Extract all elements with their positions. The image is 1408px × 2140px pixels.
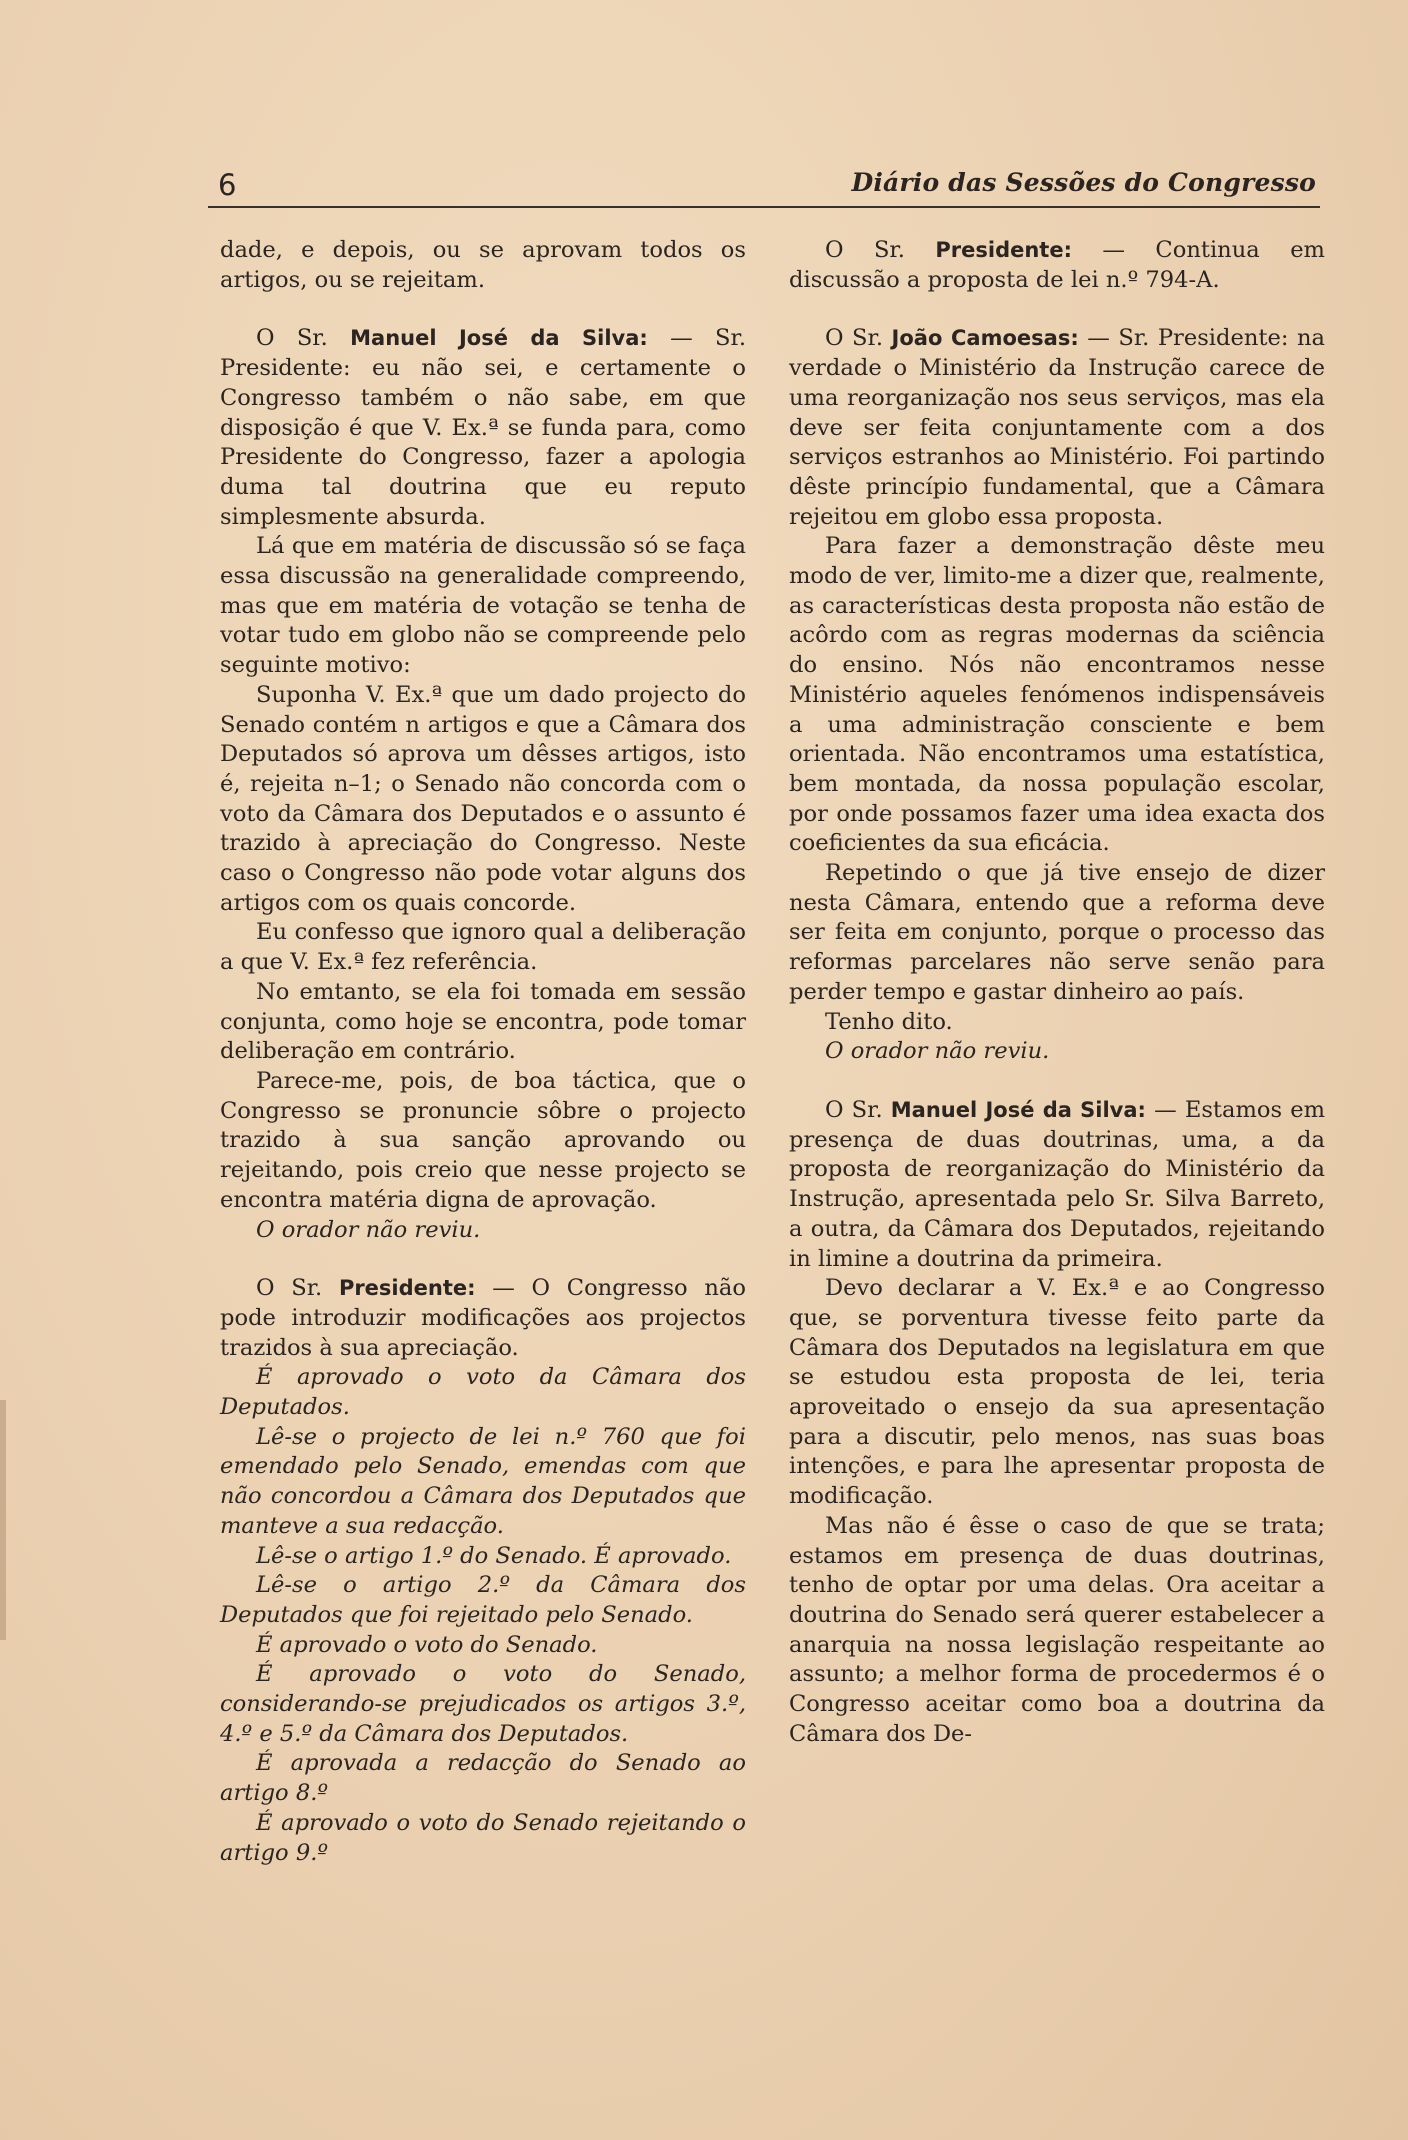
proceedings-note: Lê-se o artigo 2.º da Câmara dos Deputados que foi rejeitado pelo Senado. [220,1572,746,1628]
speech-paragraph [789,1096,1325,1274]
paragraph: Parece-me, pois, de boa táctica, que o Congresso se pronuncie sôbre o projecto trazido à sua sanção aprovando ou rejeitando, pois creio que nesse projecto se encontra matéria digna de aprovação. [220,1067,746,1213]
speaker-name: Presidente: [338,1276,476,1301]
speaker-name: Presidente: [935,238,1072,262]
speaker-name: Manuel José da Silva: [350,326,648,351]
paper-edge-mark [0,1400,6,1640]
speech-text: — Estamos em presença de duas doutrinas, uma, a da proposta de reorganização do Ministério da Instrução, apresentada pelo Sr. Silva Barreto, a outra, da Câmara dos Deputados, rejeitando in limine a doutrina da primeira. [789,1096,1326,1272]
speech-text: — O Congresso não pode introduzir modificações aos projectos trazidos à sua apreciação. [220,1275,746,1361]
speaker-name: João Camoesas: [891,326,1079,351]
page-header [208,160,1320,208]
speaker-title: O Sr. [825,237,905,263]
speech-text: — Continua em discussão a proposta de lei n.º 794-A. [789,237,1325,293]
speech-text: — Sr. Presidente: na verdade o Ministério da Instrução carece de uma reorganização nos seus serviços, mas ela deve ser feita conjuntamente com a dos serviços estranhos ao Ministério. Foi partindo dêste princípio fundamental, que a Câmara rejeitou em globo essa proposta. [789,325,1325,530]
speech-paragraph [789,324,1325,532]
left-column [220,236,746,1868]
speaker-title: O Sr. [256,325,328,352]
proceedings-note: É aprovado o voto do Senado rejeitando o artigo 9.º [220,1809,746,1866]
proceedings-note: É aprovado o voto da Câmara dos Deputados. [220,1364,746,1421]
paragraph: Mas não é êsse o caso de que se trata; estamos em presença de duas doutrinas, tenho de optar por uma delas. Ora aceitar a doutrina do Senado será querer estabelecer a anarquia na nossa legislação respeitante ao assunto; a melhor forma de procedermos é o Congresso aceitar como boa a doutrina da Câmara dos De- [789,1512,1325,1747]
proceedings-note: É aprovado o voto do Senado, considerando-se prejudicados os artigos 3.º, 4.º e 5.º da Câmara dos Deputados. [220,1661,746,1747]
speech-paragraph [220,1274,746,1363]
paragraph: Repetindo o que já tive ensejo de dizer nesta Câmara, entendo que a reforma deve ser feita em conjunto, porque o processo das reformas parcelares não serve senão para perder tempo e gastar dinheiro ao país. [789,860,1325,1005]
speaker-title: O Sr. [825,325,884,352]
proceedings-note: Lê-se o artigo 1.º do Senado. É aprovado. [256,1542,732,1569]
paragraph: Devo declarar a V. Ex.ª e ao Congresso que, se porventura tivesse feito parte da Câmara dos Deputados na legislatura em que se estudou esta proposta de lei, teria aproveitado o ensejo da sua apresentação para a discutir, pelo menos, nas suas boas intenções, e para lhe apresentar proposta de modificação. [789,1275,1325,1510]
proceedings-note: É aprovada a redacção do Senado ao artigo 8.º [220,1750,746,1807]
paragraph: Eu confesso que ignoro qual a deliberação a que V. Ex.ª fez referência. [220,919,746,976]
paragraph: dade, e depois, ou se aprovam todos os artigos, ou se rejeitam. [220,237,746,293]
paragraph: Lá que em matéria de discussão só se faça essa discussão na generalidade compreendo, mas que em matéria de votação se tenha de votar tudo em globo não se compreende pelo seguinte motivo: [220,533,746,679]
right-column [789,236,1325,1749]
paragraph: Para fazer a demonstração dêste meu modo de ver, limito-me a dizer que, realmente, as características desta proposta não estão de acôrdo com as regras modernas da sciência do ensino. Nós não encontramos nesse Ministério aqueles fenómenos indispensáveis a uma administração consciente e bem orientada. Não encontramos uma estatística, bem montada, da nossa população escolar, por onde possamos fazer uma idea exacta dos coeficientes da sua eficácia. [789,533,1325,857]
journal-title: Diário das Sessões do Congresso [851,168,1316,197]
proceedings-note: Lê-se o projecto de lei n.º 760 que foi emendado pelo Senado, emendas com que não concordou a Câmara dos Deputados que manteve a sua redacção. [220,1423,746,1539]
page-number: 6 [218,168,237,202]
speech-text: — Sr. Presidente: eu não sei, e certamente o Congresso também o não sabe, em que disposição é que V. Ex.ª se funda para, como Presidente do Congresso, fazer a apologia duma tal doutrina que eu reputo simplesmente absurda. [220,325,747,530]
speaker-name: Manuel José da Silva: [890,1097,1146,1122]
speaker-title: O Sr. [825,1096,883,1123]
proceedings-note: É aprovado o voto do Senado. [256,1631,598,1658]
speaker-title: O Sr. [256,1275,323,1302]
editorial-note: O orador não reviu. [825,1038,1050,1065]
speech-paragraph [789,236,1325,295]
paragraph: Suponha V. Ex.ª que um dado projecto do Senado contém n artigos e que a Câmara dos Deputados só aprova um dêsses artigos, isto é, rejeita n–1; o Senado não concorda com o voto da Câmara dos Deputados e o assunto é trazido à apreciação do Congresso. Neste caso o Congresso não pode votar alguns dos artigos com os quais concorde. [220,681,746,916]
paragraph: Tenho dito. [825,1008,953,1035]
speech-paragraph [220,324,746,532]
editorial-note: O orador não reviu. [256,1216,481,1243]
paragraph: No emtanto, se ela foi tomada em sessão conjunta, como hoje se encontra, pode tomar deliberação em contrário. [220,978,746,1065]
